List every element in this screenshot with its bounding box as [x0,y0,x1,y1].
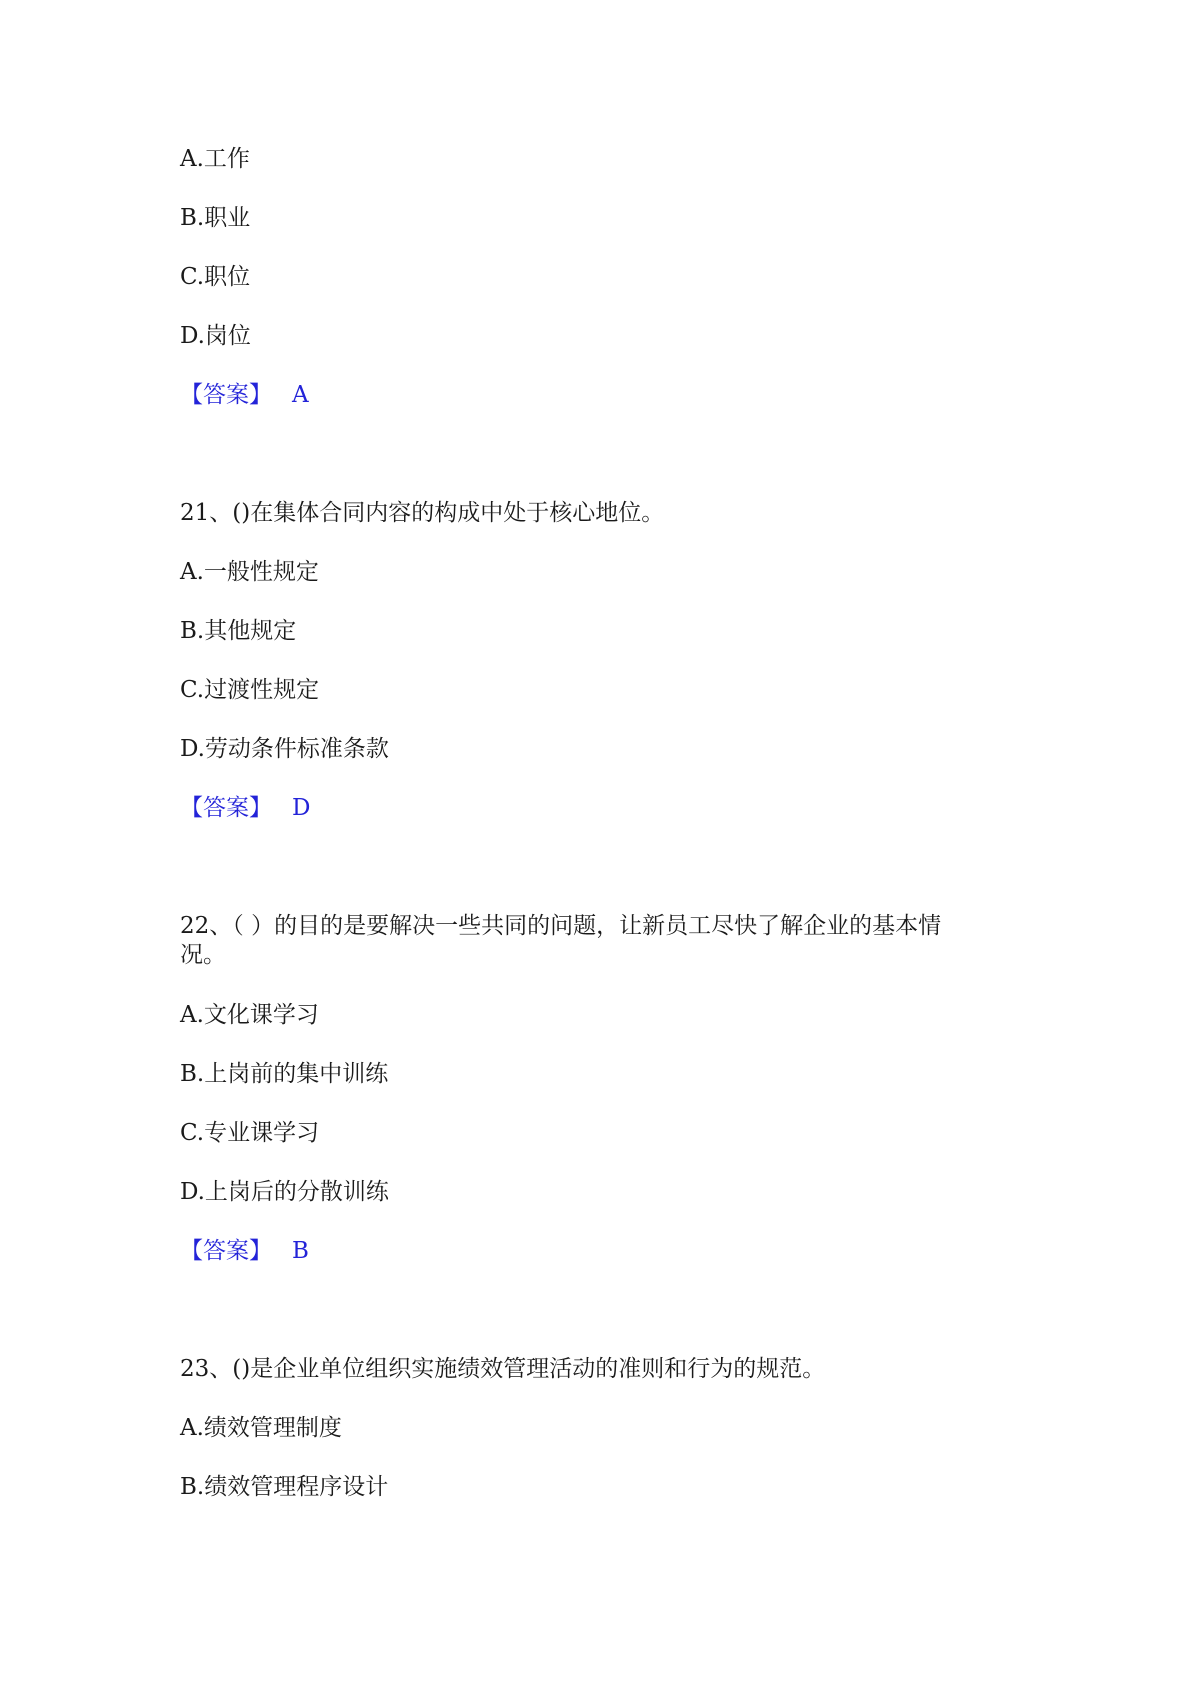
option-c: C.过渡性规定 [180,677,320,703]
answer-value: D [292,795,311,821]
option-d: D.劳动条件标准条款 [180,736,389,762]
answer-label: 【答案】 [180,1238,272,1264]
option-b: B.上岗前的集中训练 [180,1061,389,1087]
answer-line [180,378,309,412]
question-stem: 23、()是企业单位组织实施绩效管理活动的准则和行为的规范。 [180,1356,826,1382]
option-a: A.一般性规定 [180,559,319,585]
option-b: B.其他规定 [180,618,297,644]
option-a: A.工作 [180,146,250,172]
answer-value: B [292,1238,309,1264]
question-stem: 21、()在集体合同内容的构成中处于核心地位。 [180,500,665,526]
option-b: B.职业 [180,205,251,231]
option-a: A.文化课学习 [180,1002,319,1028]
answer-label: 【答案】 [180,382,272,408]
option-c: C.职位 [180,264,251,290]
option-a: A.绩效管理制度 [180,1415,342,1441]
option-d: D.上岗后的分散训练 [180,1179,389,1205]
option-c: C.专业课学习 [180,1120,320,1146]
answer-line [180,791,310,825]
answer-value: A [292,382,309,408]
answer-label: 【答案】 [180,795,272,821]
question-stem-line2: 况。 [180,942,226,968]
option-d: D.岗位 [180,323,251,349]
question-stem-line1: 22、（ ）的目的是要解决一些共同的问题，让新员工尽快了解企业的基本情 [180,913,942,939]
option-b: B.绩效管理程序设计 [180,1474,389,1500]
answer-line [180,1234,309,1268]
